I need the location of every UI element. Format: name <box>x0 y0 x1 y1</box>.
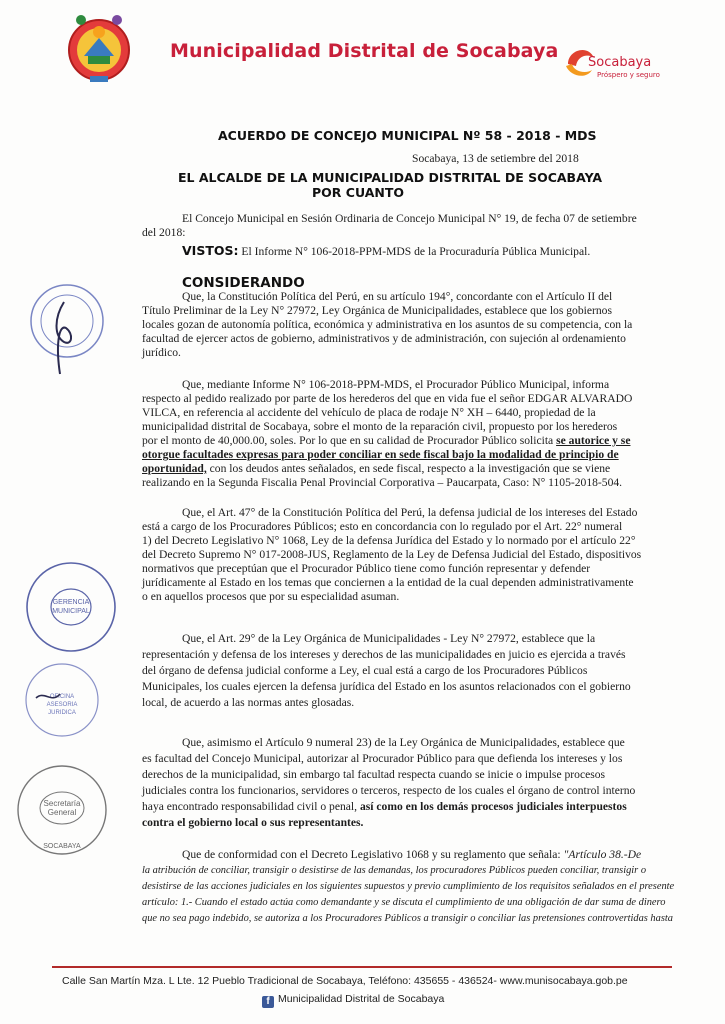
p3-line: está a cargo de los Procuradores Públicos; esto en concordancia con lo regulado por el Art. 22° numeral <box>142 520 623 533</box>
p2-bold-text: oportunidad, <box>142 462 207 475</box>
svg-text:General: General <box>47 808 77 817</box>
asesoria-stamp <box>22 660 102 740</box>
p1-line: Título Preliminar de la Ley N° 27972, Ley Orgánica de Municipalidades, establece que los gobiernos <box>142 304 612 317</box>
p2-line: con los deudos antes señalados, en sede fiscal, respecto a la investigación que se viene <box>206 462 611 475</box>
p1-line: jurídico. <box>142 346 181 359</box>
secretaria-stamp <box>12 760 112 860</box>
p3-line: o en aquellos procesos que por su especialidad asuman. <box>142 590 400 603</box>
subheading-por-cuanto: POR CUANTO <box>312 185 404 200</box>
p2-line: Que, mediante Informe N° 106-2018-PPM-MDS, el Procurador Público Municipal, informa <box>182 378 610 391</box>
p5-line: derechos de la municipalidad, sin embargo tal facultad respecta cuando se inicie o impulse procesos <box>142 768 606 781</box>
brand-slogan: Próspero y seguro <box>597 71 660 79</box>
p6-italic-line: la atribución de conciliar, transigir o desistirse de las demandas, los procuradores Públicos pueden conciliar, transigir o <box>142 865 647 876</box>
footer-facebook-label: Municipalidad Distrital de Socabaya <box>278 993 445 1005</box>
p6-intro: Que de conformidad con el Decreto Legislativo 1068 y su reglamento que señala: <box>182 848 561 861</box>
intro-line-1: El Concejo Municipal en Sesión Ordinaria de Concejo Municipal N° 19, de fecha 07 de setiembre <box>182 212 637 225</box>
svg-text:MUNICIPAL: MUNICIPAL <box>52 608 90 615</box>
svg-text:OFICINA: OFICINA <box>49 694 75 700</box>
p3-line: 1) del Decreto Legislativo N° 1068, Ley de la defensa Jurídica del Estado y lo normado por el artículo 22° <box>142 534 636 547</box>
subheading-mayor: EL ALCALDE DE LA MUNICIPALIDAD DISTRITAL DE SOCABAYA <box>178 170 603 185</box>
p5-line: judiciales contra los funcionarios, servidores o terceros, respecto de los cuales el órgano de control interno <box>142 784 636 797</box>
p2-line: VILCA, en referencia al accidente del vehículo de placa de rodaje N° XH – 6440, propiedad de la <box>142 406 596 419</box>
p2-line: realizando en la Segunda Fiscalia Penal Provincial Corporativa – Paucarpata, Caso: N° 1105-2018-504. <box>142 476 623 489</box>
p5-line: Que, asimismo el Artículo 9 numeral 23) de la Ley Orgánica de Municipalidades, establece que <box>182 736 625 749</box>
svg-text:Secretaría: Secretaría <box>43 799 81 808</box>
footer-address: Calle San Martín Mza. L Lte. 12 Pueblo Tradicional de Socabaya, Teléfono: 435655 - 436524- www.munisocabaya.gob.pe <box>62 975 628 987</box>
p6-italic-line: desistirse de las acciones judiciales en los siguientes supuestos y previo cumplimiento de los requisitos señalados en el presente <box>142 881 675 892</box>
municipal-crest-logo <box>64 8 134 90</box>
p2-line: municipalidad distrital de Socabaya, sobre el monto de la reparación civil, propuesto por los herederos <box>142 420 618 433</box>
p6-italic-line: artículo: 1.- Cuando el estado actúa como demandante y se discuta el cumplimiento de una obligación de dar suma de dinero <box>142 897 666 908</box>
vistos-text: El Informe N° 106-2018-PPM-MDS de la Procuraduría Pública Municipal. <box>241 245 591 258</box>
brand-name: Socabaya <box>588 55 652 70</box>
vistos-label: VISTOS: <box>182 243 239 258</box>
p4-line: representación y defensa de los intereses y derechos de las municipalidades en juicio es ejercida a través <box>142 648 626 661</box>
footer-rule <box>52 966 672 968</box>
document-date: Socabaya, 13 de setiembre del 2018 <box>412 152 579 165</box>
p6-italic-line: que no sea pago indebido, se autoriza a los Procuradores Públicos a transigir o conciliar las pretensiones controvertidas hasta <box>142 913 673 924</box>
p6-quote-start: "Artículo 38.-De <box>560 848 642 861</box>
p1-line: locales gozan de autonomía política, económica y administrativa en los asuntos de su competencia, con la <box>142 318 633 331</box>
p2-bold-text: se autorice y se <box>556 434 631 447</box>
document-heading: ACUERDO DE CONCEJO MUNICIPAL Nº 58 - 2018 - MDS <box>218 128 597 143</box>
intro-line-2: del 2018: <box>142 226 186 239</box>
p4-line: del órgano de defensa judicial conforme a Ley, el cual está a cargo de los Procuradores Públicos <box>142 664 588 677</box>
p3-line: Que, el Art. 47° de la Constitución Política del Perú, la defensa judicial de los intereses del Estado <box>182 506 638 519</box>
p3-line: jurídicamente al Estado en los temas que conciernen a la entidad de la cual dependen administrativamente <box>142 576 634 589</box>
p4-line: Que, el Art. 29° de la Ley Orgánica de Municipalidades - Ley N° 27972, establece que la <box>182 632 596 645</box>
p4-line: Municipales, los cuales ejercen la defensa jurídica del Estado en los asuntos relacionados con el gobierno <box>142 680 631 693</box>
p2-bold-text: otorgue facultades expresas para poder conciliar en sede fiscal bajo la modalidad de principio de <box>142 448 619 461</box>
p2-line: respecto al pedido realizado por parte de los herederos del que en vida fue el señor EDGAR ALVARADO <box>142 392 633 405</box>
svg-text:SOCABAYA: SOCABAYA <box>43 843 81 850</box>
p5-line: haya encontrado responsabilidad civil o penal, <box>142 800 358 813</box>
gerencia-stamp <box>24 560 119 655</box>
p2-line: por el monto de 40,000.00, soles. Por lo que en su calidad de Procurador Público solicita <box>142 434 554 447</box>
p3-line: del Decreto Supremo N° 017-2008-JUS, Reglamento de la Ley de Defensa Judicial del Estado, dispositivos <box>142 548 642 561</box>
p3-line: normativos que preceptúan que el Procurador Público tiene como función representar y defender <box>142 562 591 575</box>
svg-text:GERENCIA: GERENCIA <box>52 599 90 606</box>
handwritten-signature <box>50 298 80 378</box>
p5-bold-text: así como en los demás procesos judiciales interpuestos <box>357 800 627 813</box>
p1-line: facultad de ejercer actos de gobierno, administrativos y de administración, con sujeción al ordenamiento <box>142 332 626 345</box>
svg-text:JURIDICA: JURIDICA <box>48 710 76 716</box>
p4-line: local, de acuerdo a las normas antes glosadas. <box>142 696 355 709</box>
footer-facebook <box>262 993 444 1008</box>
svg-text:ASESORIA: ASESORIA <box>46 702 78 708</box>
p5-line: es facultad del Concejo Municipal, autorizar al Procurador Público para que defienda los intereses y los <box>142 752 623 765</box>
p5-bold-text: contra el gobierno local o sus representantes. <box>142 816 364 829</box>
header-title: Municipalidad Distrital de Socabaya <box>170 40 559 62</box>
facebook-icon: f <box>262 996 274 1008</box>
considerando-heading: CONSIDERANDO <box>182 275 305 291</box>
p1-line: Que, la Constitución Política del Perú, en su artículo 194°, concordante con el Artículo II del <box>182 290 613 303</box>
